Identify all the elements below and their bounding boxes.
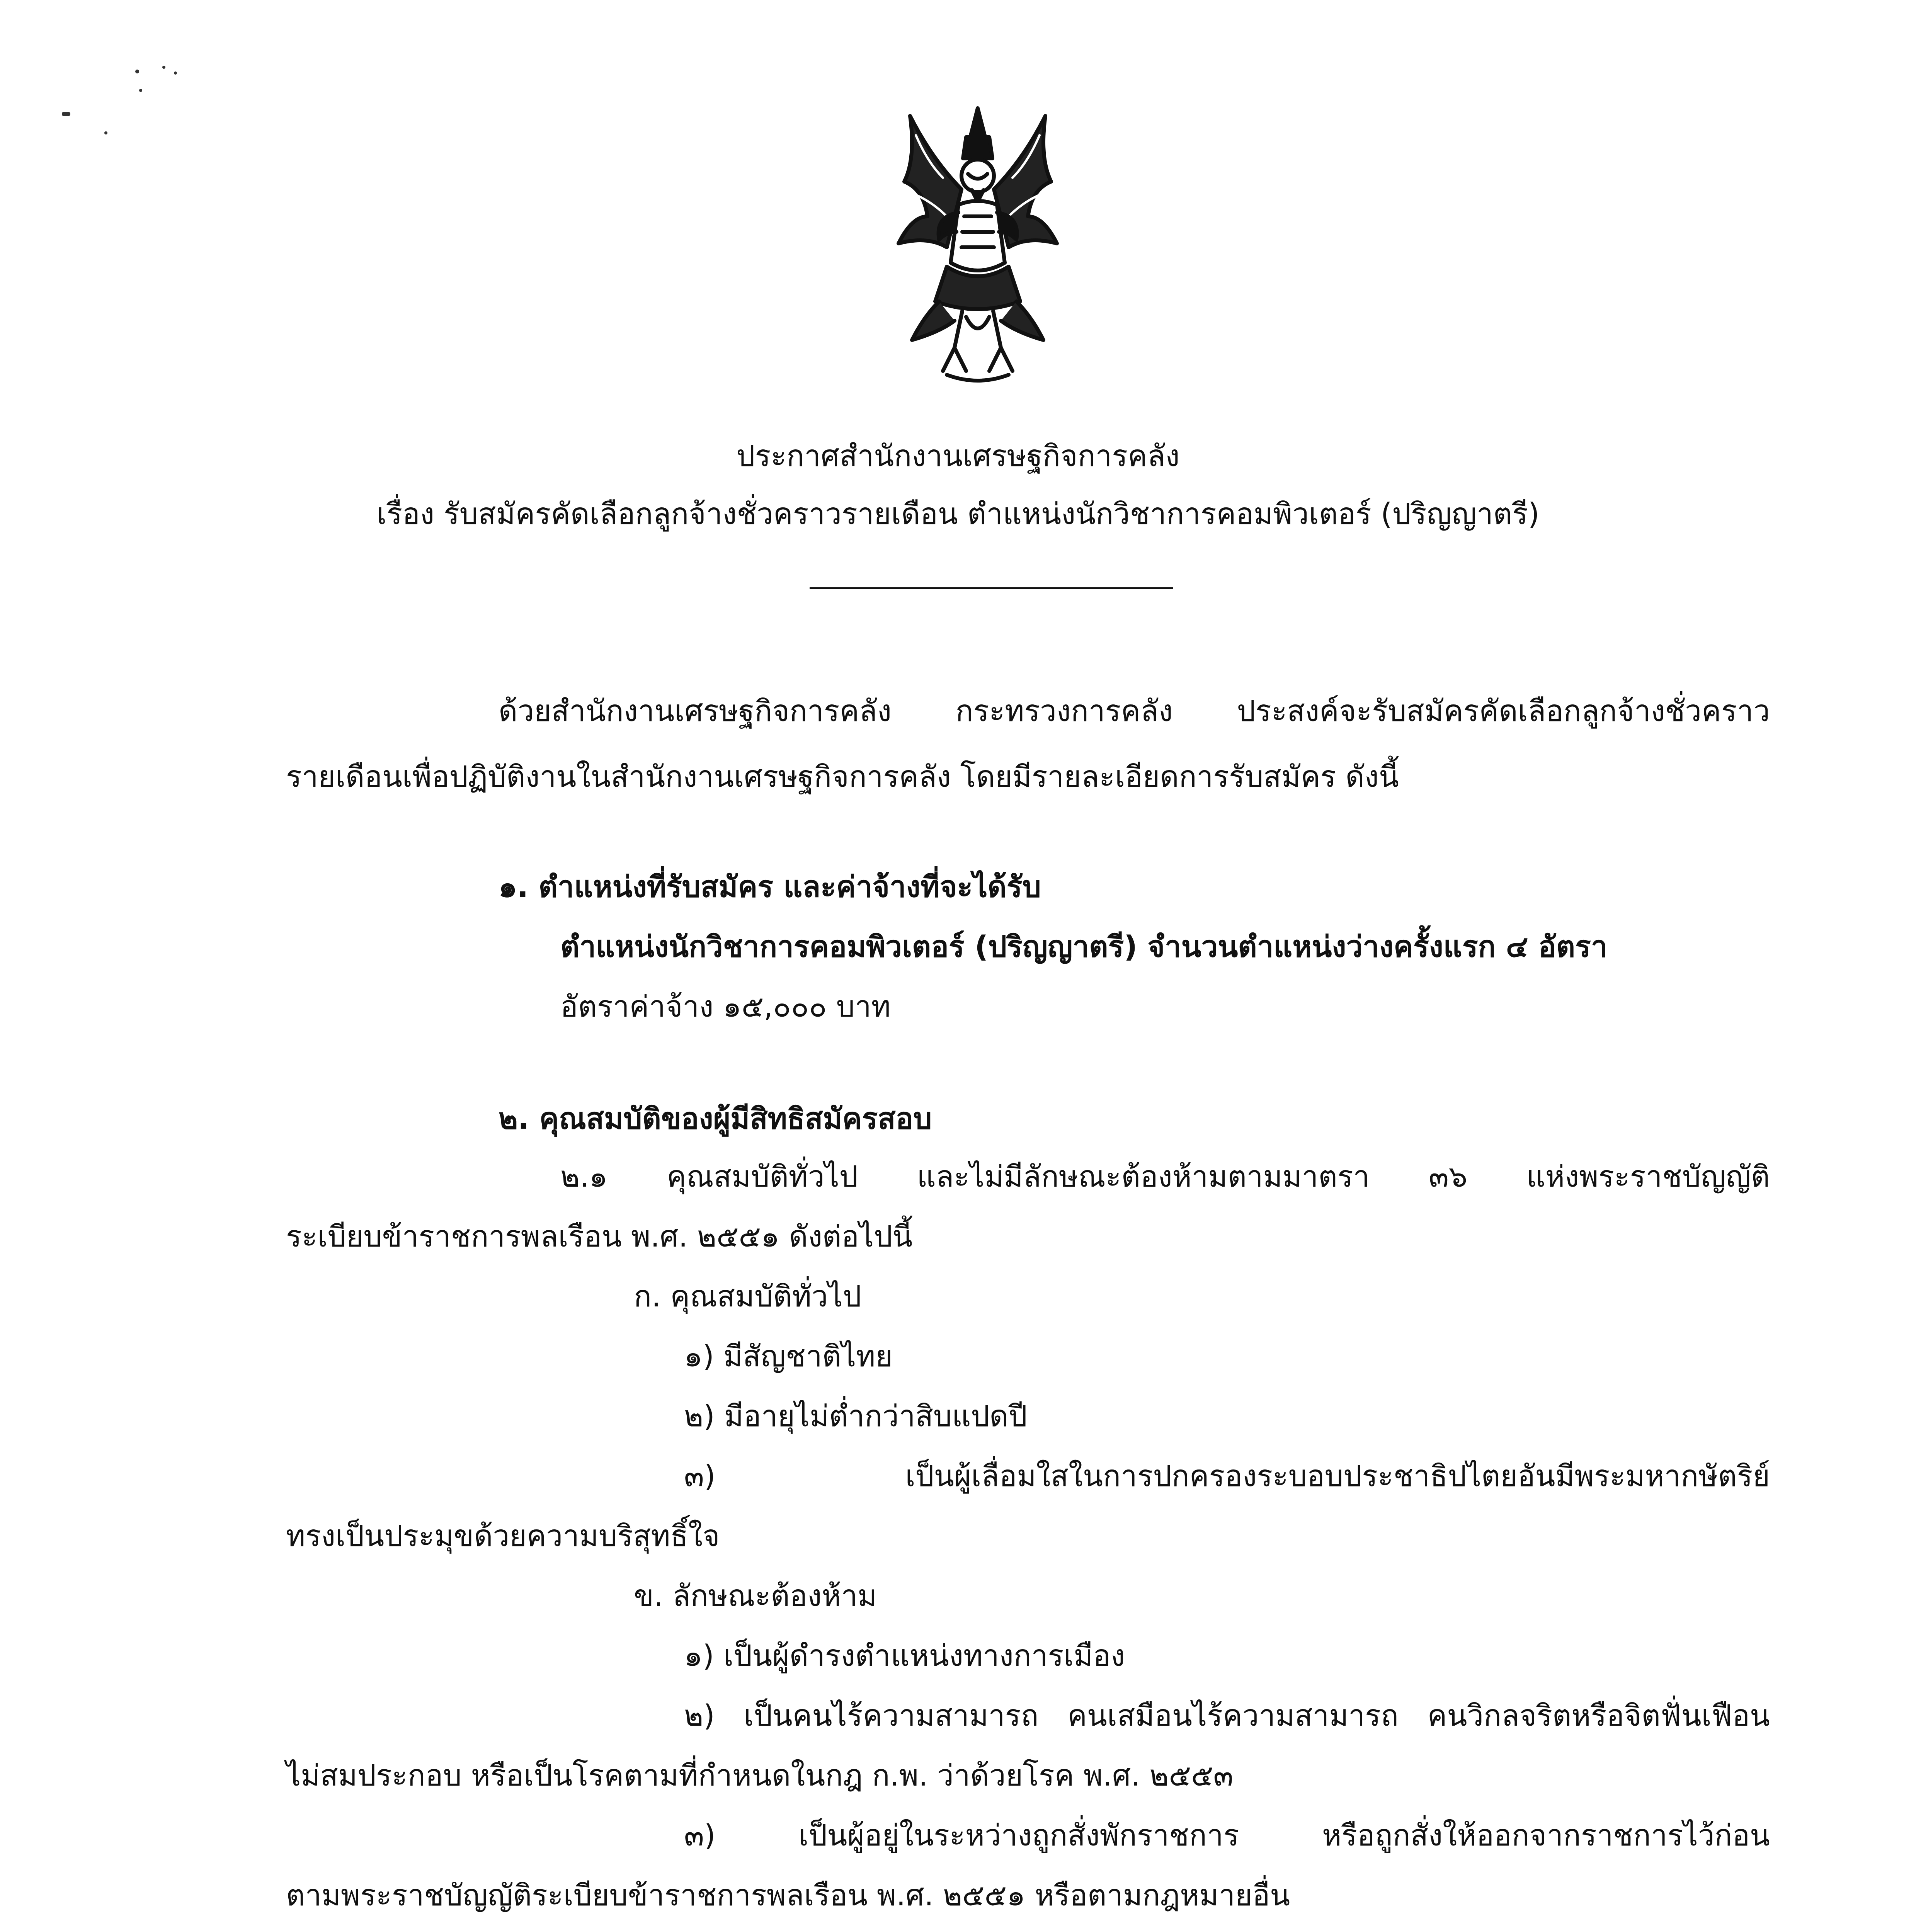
group-b-item-3-line-2: ตามพระราชบัญญัติระเบียบข้าราชการพลเรือน พ.ศ. ๒๕๕๑ หรือตามกฎหมายอื่น: [286, 1878, 1290, 1912]
section-1-position: ตำแหน่งนักวิชาการคอมพิวเตอร์ (ปริญญาตรี) จำนวนตำแหน่งว่างครั้งแรก ๔ อัตรา: [560, 929, 1608, 964]
scan-specks: [46, 54, 247, 155]
intro-line-1: ด้วยสำนักงานเศรษฐกิจการคลัง กระทรวงการคลัง ประสงค์จะรับสมัครคัดเลือกลูกจ้างชั่วคราว: [499, 694, 1770, 728]
announcement-subject: เรื่อง รับสมัครคัดเลือกลูกจ้างชั่วคราวรายเดือน ตำแหน่งนักวิชาการคอมพิวเตอร์ (ปริญญาตรี): [376, 497, 1540, 531]
group-b-item-3-line-1: ๓) เป็นผู้อยู่ในระหว่างถูกสั่งพักราชการ หรือถูกสั่งให้ออกจากราชการไว้ก่อน: [684, 1818, 1770, 1852]
section-2-1-line-2: ระเบียบข้าราชการพลเรือน พ.ศ. ๒๕๕๑ ดังต่อไปนี้: [286, 1219, 913, 1253]
announcement-title: ประกาศสำนักงานเศรษฐกิจการคลัง: [736, 439, 1180, 473]
group-a-item-1: ๑) มีสัญชาติไทย: [684, 1339, 893, 1373]
section-1-heading: ๑. ตำแหน่งที่รับสมัคร และค่าจ้างที่จะได้รับ: [499, 869, 1041, 904]
group-b-item-2-line-1: ๒) เป็นคนไร้ความสามารถ คนเสมือนไร้ความสามารถ คนวิกลจริตหรือจิตฟั่นเฟือน: [684, 1698, 1770, 1733]
section-1-wage: อัตราค่าจ้าง ๑๕,๐๐๐ บาท: [560, 989, 891, 1024]
group-b-item-2-line-2: ไม่สมประกอบ หรือเป็นโรคตามที่กำหนดในกฎ ก.พ. ว่าด้วยโรค พ.ศ. ๒๕๕๓: [286, 1758, 1234, 1793]
group-a-title: ก. คุณสมบัติทั่วไป: [634, 1279, 861, 1313]
group-a-item-2: ๒) มีอายุไม่ต่ำกว่าสิบแปดปี: [684, 1399, 1028, 1433]
intro-line-2: รายเดือนเพื่อปฏิบัติงานในสำนักงานเศรษฐกิจการคลัง โดยมีรายละเอียดการรับสมัคร ดังนี้: [286, 759, 1399, 794]
group-a-item-3-line-2: ทรงเป็นประมุขด้วยความบริสุทธิ์ใจ: [286, 1519, 720, 1553]
section-2-heading: ๒. คุณสมบัติของผู้มีสิทธิสมัครสอบ: [499, 1101, 932, 1136]
group-b-item-1: ๑) เป็นผู้ดำรงตำแหน่งทางการเมือง: [684, 1638, 1125, 1673]
garuda-emblem-icon: [889, 100, 1067, 394]
section-2-1-line-1: ๒.๑ คุณสมบัติทั่วไป และไม่มีลักษณะต้องห้ามตามมาตรา ๓๖ แห่งพระราชบัญญัติ: [560, 1159, 1770, 1194]
group-a-item-3-line-1: ๓) เป็นผู้เลื่อมใสในการปกครองระบอบประชาธิปไตยอันมีพระมหากษัตริย์: [684, 1459, 1770, 1493]
title-underline: [810, 587, 1173, 589]
group-b-title: ข. ลักษณะต้องห้าม: [634, 1578, 877, 1613]
